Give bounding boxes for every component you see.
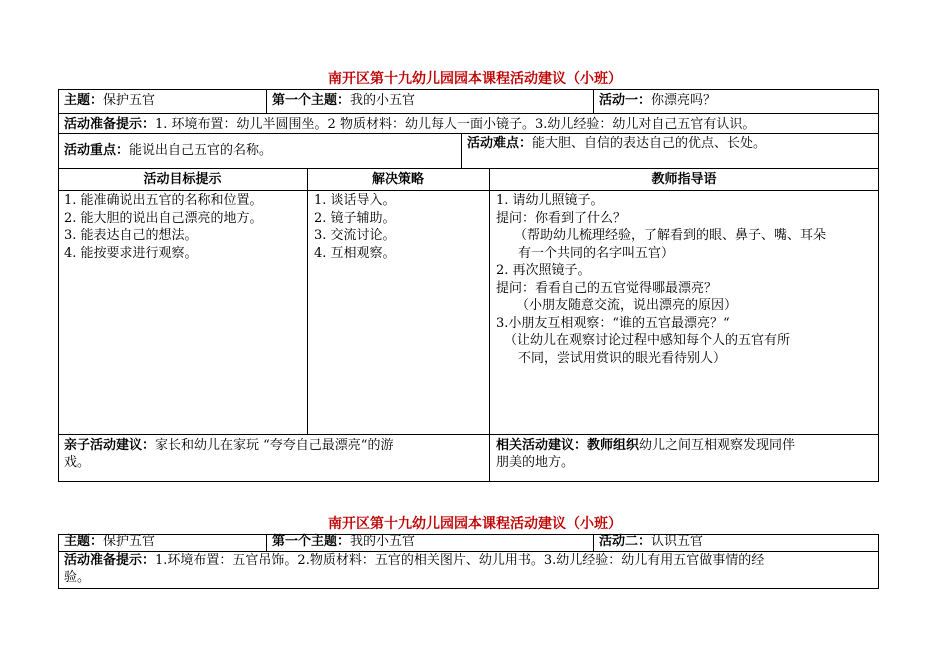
list-item: 1. 请幼儿照镜子。 xyxy=(496,193,604,208)
doc1-difficulty xyxy=(463,134,879,153)
doc1-focus-value: 能说出自己五官的名称。 xyxy=(129,143,273,158)
doc1-parent-label: 亲子活动建议： xyxy=(64,438,156,453)
doc1-related-activity xyxy=(492,436,879,472)
doc1-activity-label: 活动一： xyxy=(599,93,652,108)
list-item: 1. 能准确说出五官的名称和位置。 xyxy=(64,193,263,208)
list-item: 3. 能表达自己的想法。 xyxy=(64,228,198,243)
list-item: 提问：看看自己的五官觉得哪最漂亮？ xyxy=(496,280,718,296)
doc1-focus xyxy=(60,141,460,160)
doc1-subtheme xyxy=(268,91,593,110)
list-item: 2. 能大胆的说出自己漂亮的地方。 xyxy=(64,210,263,226)
doc1-subtheme-label: 第一个主题： xyxy=(272,93,351,108)
doc2-activity xyxy=(595,534,879,551)
doc1-strategy-list xyxy=(310,191,489,263)
doc1-theme xyxy=(60,91,266,110)
doc1-difficulty-label: 活动难点： xyxy=(467,136,533,151)
doc1-theme-value: 保护五官 xyxy=(103,93,156,108)
doc1-parent-value: 家长和幼儿在家玩 “夸夸自己最漂亮“的游 xyxy=(155,438,394,453)
doc1-title: 南开区第十九幼儿园园本课程活动建议（小班） xyxy=(328,71,622,87)
doc2-prep-value-cont: 验。 xyxy=(64,570,91,585)
list-item: 4. 能按要求进行观察。 xyxy=(64,245,198,261)
list-item: 不同，尝试用赏识的眼光看待别人） xyxy=(518,350,727,366)
doc2-title: 南开区第十九幼儿园园本课程活动建议（小班） xyxy=(328,516,622,532)
doc2-subtheme-label: 第一个主题： xyxy=(272,534,351,549)
doc1-related-bold: 教师组织 xyxy=(587,438,640,453)
list-item: 3. 交流讨论。 xyxy=(314,228,396,243)
list-item: 有一个共同的名字叫五官） xyxy=(518,245,675,261)
doc1-teacher-list xyxy=(492,191,879,368)
list-item: （小朋友随意交流，说出漂亮的原因） xyxy=(516,298,738,313)
list-item: 2. 镜子辅助。 xyxy=(314,210,396,226)
doc1-prep xyxy=(60,115,879,134)
list-item: （帮助幼儿梳理经验，了解看到的眼、鼻子、嘴、耳朵 xyxy=(514,228,827,243)
doc1-parent-value-cont: 戏。 xyxy=(64,455,91,470)
doc1-activity-value: 你漂亮吗？ xyxy=(651,93,717,108)
doc1-theme-label: 主题： xyxy=(64,93,104,108)
doc1-related-value-cont: 朋美的地方。 xyxy=(496,455,575,470)
doc2-theme-label: 主题： xyxy=(64,534,104,549)
list-item: （让幼儿在观察讨论过程中感知每个人的五官有所 xyxy=(504,333,791,348)
doc1-goals-list xyxy=(60,191,307,263)
doc1-prep-value: 1. 环境布置：幼儿半圆围坐。2 物质材料：幼儿每人一面小镜子。3.幼儿经验：幼儿对自己五官有认识。 xyxy=(155,117,756,132)
doc2-activity-value: 认识五官 xyxy=(651,534,704,549)
doc1-strategy-header: 解决策略 xyxy=(371,172,424,187)
doc2-subtheme xyxy=(268,534,593,551)
list-item: 1. 谈话导入。 xyxy=(314,193,396,208)
doc1-subtheme-value: 我的小五官 xyxy=(350,93,416,108)
doc1-related-label: 相关活动建议： xyxy=(496,438,588,453)
doc2-prep-label: 活动准备提示： xyxy=(64,553,156,568)
doc2-prep-value: 1.环境布置：五官吊饰。2.物质材料：五官的相关图片、幼儿用书。3.幼儿经验：幼儿有用五官做事情的经 xyxy=(155,553,765,568)
list-item: 4. 互相观察。 xyxy=(314,245,396,261)
doc1-related-value: 幼儿之间互相观察发现同伴 xyxy=(639,438,796,453)
doc1-teacher-header: 教师指导语 xyxy=(651,172,717,187)
list-item: 3.小朋友互相观察：“谁的五官最漂亮？“ xyxy=(496,315,730,331)
doc2-subtheme-value: 我的小五官 xyxy=(350,534,416,549)
doc2-theme-value: 保护五官 xyxy=(103,534,156,549)
doc2-activity-label: 活动二： xyxy=(599,534,652,549)
doc1-focus-label: 活动重点： xyxy=(64,143,130,158)
doc1-goals-header: 活动目标提示 xyxy=(143,172,222,187)
doc2-theme xyxy=(60,534,266,551)
doc2-prep xyxy=(60,552,879,587)
doc1-difficulty-value: 能大胆、自信的表达自己的优点、长处。 xyxy=(532,136,767,151)
doc1-parent-activity xyxy=(60,436,489,472)
list-item: 提问：你看到了什么？ xyxy=(496,210,627,226)
doc1-activity xyxy=(595,91,879,110)
list-item: 2. 再次照镜子。 xyxy=(496,263,591,278)
doc1-prep-label: 活动准备提示： xyxy=(64,117,156,132)
